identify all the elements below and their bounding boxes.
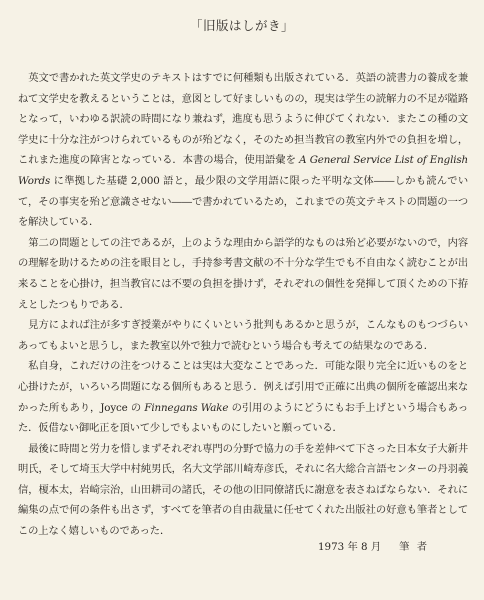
book-title-finnegans-wake: Finnegans Wake — [144, 401, 229, 414]
paragraph-4-text-a: 私自身，これだけの注をつけることは実は大変なことであった．可能な限り完全に近いものをと心掛けたが，いろいろ問題になる個所もあると思う．例えば引用で正確に出典の個所を確認出来なかった所もあり，Joyce の — [18, 360, 468, 414]
paragraph-2 — [18, 233, 468, 315]
signature-date: 1973 年 8 月 — [318, 541, 382, 553]
paragraph-1-text-a: 英文で書かれた英文学史のテキストはすでに何種類も出版されている．英語の読書力の養成を兼ねて文学史を教えるということは，意図として好ましいものの，現実は学生の読解力の不足が隘路となって，いわゆる訳読の時間になり兼ねず，進度も思うように伸びてくれない．またこの種の文学史に十分な注がつけられているものが殆どなく，そのため担当教官の教室内外での負担を増し，これまた進度の障害となっている．本書の場合，使用語彙を — [18, 72, 468, 167]
page-title: 「旧版はしがき」 — [189, 18, 294, 33]
paragraph-4-text-b: の引用のようにどうにもお手上げという場合もあった．仮借ない御叱正を頂いて少しでもよいものにしたいと願っている． — [18, 401, 468, 435]
paragraph-1 — [18, 68, 468, 233]
signature-line — [318, 538, 429, 553]
paragraph-1-text-b: に準拠した基礎 2,000 語と，最少限の文学用語に限った平明な文体――しかも読んでいて，その事実を殆ど意識させない――で書かれているため，これまでの英文テキストの問題の一つを解決している． — [18, 174, 468, 229]
paragraph-4 — [18, 356, 468, 438]
paragraph-5 — [18, 439, 468, 542]
preface-body — [18, 68, 468, 542]
signature-author: 筆 者 — [399, 541, 430, 553]
paragraph-2-text: 第二の問題としての注であるが，上のような理由から語学的なものは殆ど必要がないので，内容の理解を助けるための注を眼目とし，手持参考書文献の不十分な学生でも不自由なく読むことが出来ることを心掛け，担当教官には不要の負担を掛けず，それぞれの個性を発揮して頂くための下拵えとしたつもりである． — [18, 236, 468, 311]
book-title-general-service-list: A General Service List of English Words — [18, 154, 468, 187]
paragraph-5-text: 最後に時間と労力を惜しまずそれぞれ専門の分野で協力の手を差伸べて下さった日本女子大新井明氏，そして埼玉大学中村純男氏，名大文学部川崎寿彦氏，それに名大総合言語センターの丹羽義信，榎本太，岩崎宗治，山田耕司の諸氏，その他の旧同僚諸氏に謝意を表さねばならない．それに編集の点で何の条件も出さず，すべてを筆者の自由裁量に任せてくれた出版社の好意も筆者としてこの上なく嬉しいものであった． — [18, 442, 468, 538]
paragraph-3-text: 見方によれば注が多すぎ授業がやりにくいという批判もあるかと思うが，こんなものもつづらいあってもよいと思うし，また教室以外で独力で読むという場合も考えての結果なのである． — [18, 319, 468, 352]
paragraph-3 — [18, 315, 468, 356]
